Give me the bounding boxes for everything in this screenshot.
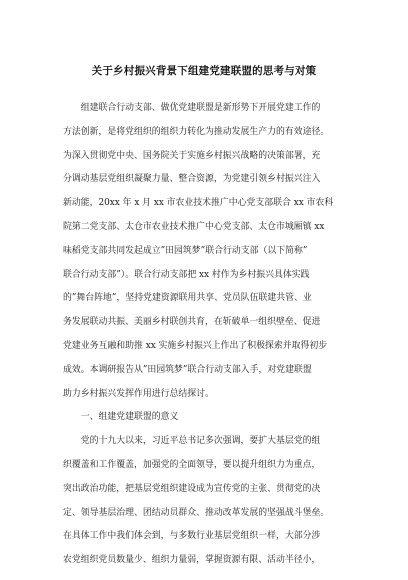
paragraph-line: 党的十九大以来，习近平总书记多次强调，要扩大基层党的组 <box>80 436 321 447</box>
paragraph-line: 为深入贯彻党中央、国务院关于实施乡村振兴战略的决策部署，充 <box>63 150 321 161</box>
document-title: 关于乡村振兴背景下组建党建联盟的思考与对策 <box>91 65 317 77</box>
paragraph-line: 的”舞台阵地”，坚持党建资源联用共享、党员队伍联建共管、业 <box>63 293 312 304</box>
paragraph-line: 农党组织党员数量少、组织力量弱，掌握资源有限、活动半径小， <box>63 555 321 566</box>
section-heading: 一、组建党建联盟的意义 <box>80 412 179 423</box>
paragraph-line: 在具体工作中我们体会到，与多数行业基层党组织一样，大部分涉 <box>63 531 321 542</box>
paragraph-line: 务发展联动共振、美丽乡村联创共育，在斩破单一组织壁垒、促进 <box>63 317 321 328</box>
paragraph-line: 分调动基层党组织凝聚力量、整合资源，为党建引领乡村振兴注入 <box>63 174 321 185</box>
paragraph-line: 组建联合行动支部、做优党建联盟是新形势下开展党建工作的 <box>80 103 321 113</box>
paragraph-line: 方法创新，是将党组织的组织力转化为推动发展生产力的有效途径。 <box>63 126 330 137</box>
paragraph-line: 联合行动支部”）。联合行动支部把 xx 村作为乡村振兴具体实践 <box>63 269 310 280</box>
paragraph-line: 院第二党支部、太仓市农业技术推广中心党支部、太仓市城厢镇 xx <box>63 221 325 232</box>
paragraph-line: 成效。本调研报告从”田园筑梦”联合行动支部入手，对党建联盟 <box>63 364 312 375</box>
paragraph-line: 助力乡村振兴发挥作用进行总结探讨。 <box>63 388 214 399</box>
paragraph-line: 味稻党支部共同发起成立”田园筑梦”联合行动支部（以下简称” <box>63 245 308 256</box>
paragraph-line: 突出政治功能，把基层党组织建设成为宣传党的主张、贯彻党的决 <box>63 483 321 494</box>
paragraph-line: 织覆盖和工作覆盖，加强党的全面领导，要以提升组织力为重点， <box>63 459 321 470</box>
document-body <box>63 97 347 573</box>
paragraph-line: 新动能，20xx 年 x 月 xx 市农业技术推广中心党支部联合 xx 市农科 <box>63 198 334 209</box>
paragraph-line: 定、领导基层治理、团结动员群众、推动改革发展的坚强战斗堡垒。 <box>63 507 330 518</box>
paragraph-line: 党建业务互融和助推 xx 实施乡村振兴上作出了积极探索并取得初步 <box>63 340 328 351</box>
